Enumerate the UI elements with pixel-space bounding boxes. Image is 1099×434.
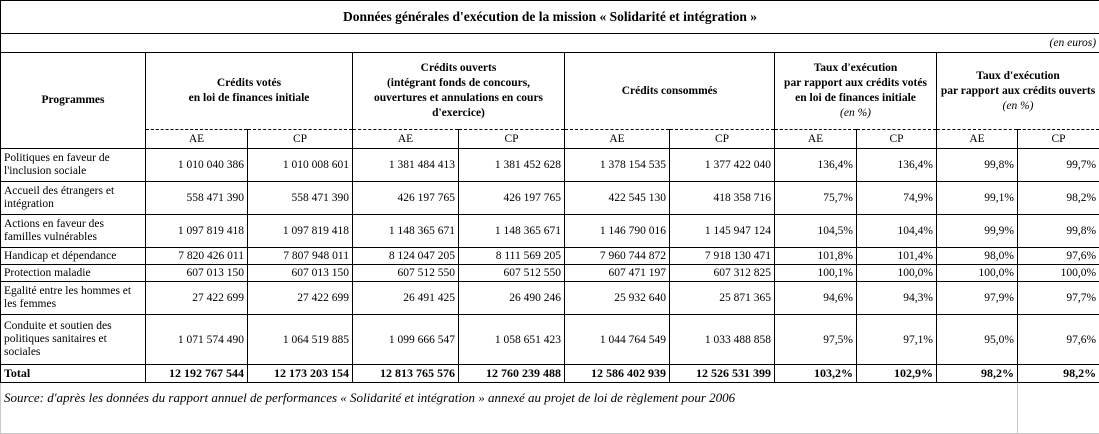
- cell-value: 94,6%: [775, 282, 857, 315]
- cell-value: 1 097 819 418: [248, 215, 353, 248]
- cell-value: 1 010 040 386: [146, 149, 248, 182]
- table-row: [1, 315, 1099, 365]
- cell-value: 1 044 764 549: [565, 315, 670, 365]
- cell-value: 101,4%: [857, 248, 937, 265]
- cell-value: 1 071 574 490: [146, 315, 248, 365]
- total-value: 12 760 239 488: [459, 365, 565, 383]
- cell-value: 1 145 947 124: [670, 215, 775, 248]
- cell-value: 97,1%: [857, 315, 937, 365]
- cell-value: 7 820 426 011: [146, 248, 248, 265]
- cell-value: 27 422 699: [146, 282, 248, 315]
- blank-footer-cell: [1018, 413, 1099, 434]
- cell-value: 1 381 484 413: [353, 149, 459, 182]
- total-value: 103,2%: [775, 365, 857, 383]
- programme-name: Politiques en faveur de l'inclusion sociale: [1, 149, 146, 182]
- cell-value: 101,8%: [775, 248, 857, 265]
- total-label: Total: [1, 365, 146, 383]
- cell-value: 1 097 819 418: [146, 215, 248, 248]
- cell-value: 136,4%: [775, 149, 857, 182]
- table-row: [1, 182, 1099, 215]
- cell-value: 27 422 699: [248, 282, 353, 315]
- cell-value: 418 358 716: [670, 182, 775, 215]
- cell-value: 607 312 825: [670, 265, 775, 282]
- total-value: 12 586 402 939: [565, 365, 670, 383]
- cell-value: 558 471 390: [248, 182, 353, 215]
- cell-value: 25 871 365: [670, 282, 775, 315]
- cell-value: 97,6%: [1018, 315, 1099, 365]
- cell-value: 100,0%: [1018, 265, 1099, 282]
- cell-value: 74,9%: [857, 182, 937, 215]
- header-taux-ouverts-unit: (en %): [940, 99, 1096, 114]
- subheader-ae: AE: [775, 130, 857, 149]
- cell-value: 426 197 765: [459, 182, 565, 215]
- cell-value: 607 471 197: [565, 265, 670, 282]
- cell-value: 1 378 154 535: [565, 149, 670, 182]
- header-credits-votes-line1: Crédits votés: [149, 76, 349, 91]
- table-row: [1, 215, 1099, 248]
- header-taux-ouverts: [937, 53, 1099, 130]
- programme-name: Accueil des étrangers et intégration: [1, 182, 146, 215]
- header-taux-ouverts-line2: par rapport aux crédits ouverts: [940, 84, 1096, 99]
- header-taux-lfi: [775, 53, 937, 130]
- blank-cell: [1018, 383, 1099, 414]
- total-value: 12 192 767 544: [146, 365, 248, 383]
- subheader-ae: AE: [146, 130, 248, 149]
- subheader-ae: AE: [353, 130, 459, 149]
- cell-value: 97,9%: [937, 282, 1018, 315]
- cell-value: 99,9%: [937, 215, 1018, 248]
- cell-value: 1 033 488 858: [670, 315, 775, 365]
- unit-label: (en euros): [1, 34, 1099, 53]
- cell-value: 1 058 651 423: [459, 315, 565, 365]
- header-taux-lfi-unit: (en %): [778, 106, 933, 121]
- cell-value: 100,0%: [857, 265, 937, 282]
- source-note: Source: d'après les données du rapport annuel de performances « Solidarité et intégration » annexé au projet de loi de règlement pour 2006: [1, 383, 1018, 414]
- cell-value: 7 918 130 471: [670, 248, 775, 265]
- cell-value: 98,2%: [1018, 182, 1099, 215]
- cell-value: 100,0%: [937, 265, 1018, 282]
- table-body: [1, 149, 1099, 365]
- header-taux-lfi-line2: par rapport aux crédits votés en loi de finances initiale: [778, 76, 933, 106]
- cell-value: 1 064 519 885: [248, 315, 353, 365]
- cell-value: 8 111 569 205: [459, 248, 565, 265]
- programme-name: Handicap et dépendance: [1, 248, 146, 265]
- table-row: [1, 265, 1099, 282]
- total-value: 12 173 203 154: [248, 365, 353, 383]
- total-value: 12 813 765 576: [353, 365, 459, 383]
- cell-value: 99,7%: [1018, 149, 1099, 182]
- programme-name: Egalité entre les hommes et les femmes: [1, 282, 146, 315]
- programme-name: Actions en faveur des familles vulnérables: [1, 215, 146, 248]
- cell-value: 1 099 666 547: [353, 315, 459, 365]
- cell-value: 558 471 390: [146, 182, 248, 215]
- subheader-cp: CP: [670, 130, 775, 149]
- cell-value: 99,1%: [937, 182, 1018, 215]
- cell-value: 607 013 150: [146, 265, 248, 282]
- header-credits-votes-line2: en loi de finances initiale: [149, 91, 349, 106]
- header-taux-ouverts-line1: Taux d'exécution: [940, 69, 1096, 84]
- cell-value: 99,8%: [937, 149, 1018, 182]
- cell-value: 104,4%: [857, 215, 937, 248]
- table-row: [1, 248, 1099, 265]
- total-value: 102,9%: [857, 365, 937, 383]
- cell-value: 7 960 744 872: [565, 248, 670, 265]
- header-credits-votes: [146, 53, 353, 130]
- header-credits-ouverts-line2: (intégrant fonds de concours, ouvertures et annulations en cours d'exercice): [356, 76, 561, 121]
- programme-name: Protection maladie: [1, 265, 146, 282]
- total-value: 98,2%: [1018, 365, 1099, 383]
- cell-value: 8 124 047 205: [353, 248, 459, 265]
- cell-value: 94,3%: [857, 282, 937, 315]
- cell-value: 97,7%: [1018, 282, 1099, 315]
- blank-footer-cell: [1, 413, 1018, 434]
- header-credits-ouverts: [353, 53, 565, 130]
- cell-value: 26 491 425: [353, 282, 459, 315]
- header-programmes: Programmes: [1, 53, 146, 149]
- cell-value: 1 148 365 671: [353, 215, 459, 248]
- subheader-cp: CP: [857, 130, 937, 149]
- cell-value: 1 377 422 040: [670, 149, 775, 182]
- header-credits-ouverts-line1: Crédits ouverts: [356, 61, 561, 76]
- cell-value: 136,4%: [857, 149, 937, 182]
- total-row: [1, 365, 1099, 383]
- cell-value: 7 807 948 011: [248, 248, 353, 265]
- total-value: 12 526 531 399: [670, 365, 775, 383]
- cell-value: 99,8%: [1018, 215, 1099, 248]
- cell-value: 607 013 150: [248, 265, 353, 282]
- header-taux-lfi-line1: Taux d'exécution: [778, 61, 933, 76]
- cell-value: 607 512 550: [459, 265, 565, 282]
- subheader-cp: CP: [1018, 130, 1099, 149]
- cell-value: 75,7%: [775, 182, 857, 215]
- cell-value: 97,5%: [775, 315, 857, 365]
- cell-value: 1 148 365 671: [459, 215, 565, 248]
- cell-value: 26 490 246: [459, 282, 565, 315]
- table-row: [1, 149, 1099, 182]
- subheader-ae: AE: [937, 130, 1018, 149]
- cell-value: 426 197 765: [353, 182, 459, 215]
- header-credits-consommes: Crédits consommés: [565, 53, 775, 130]
- subheader-cp: CP: [459, 130, 565, 149]
- total-value: 98,2%: [937, 365, 1018, 383]
- cell-value: 104,5%: [775, 215, 857, 248]
- cell-value: 1 146 790 016: [565, 215, 670, 248]
- cell-value: 422 545 130: [565, 182, 670, 215]
- cell-value: 1 010 008 601: [248, 149, 353, 182]
- cell-value: 100,1%: [775, 265, 857, 282]
- cell-value: 95,0%: [937, 315, 1018, 365]
- table-row: [1, 282, 1099, 315]
- cell-value: 607 512 550: [353, 265, 459, 282]
- cell-value: 97,6%: [1018, 248, 1099, 265]
- cell-value: 25 932 640: [565, 282, 670, 315]
- programme-name: Conduite et soutien des politiques sanitaires et sociales: [1, 315, 146, 365]
- subheader-cp: CP: [248, 130, 353, 149]
- cell-value: 98,0%: [937, 248, 1018, 265]
- table-title: Données générales d'exécution de la mission « Solidarité et intégration »: [1, 1, 1099, 34]
- subheader-ae: AE: [565, 130, 670, 149]
- cell-value: 1 381 452 628: [459, 149, 565, 182]
